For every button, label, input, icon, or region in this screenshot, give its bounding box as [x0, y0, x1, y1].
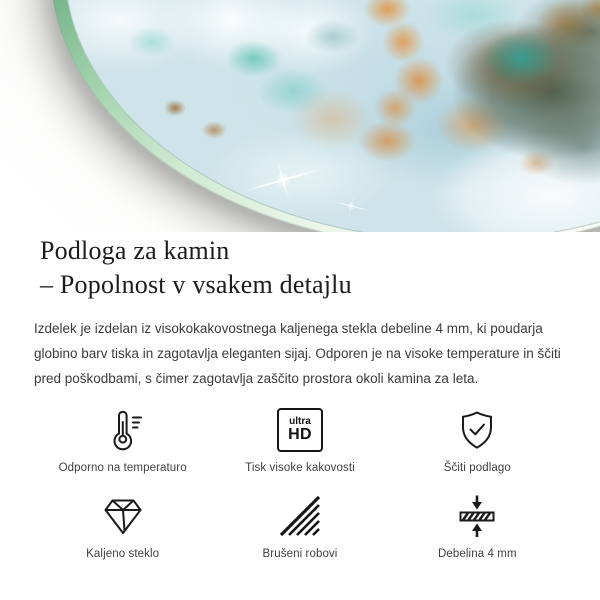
page-title-line2: – Popolnost v vsakem detajlu [40, 270, 352, 299]
diamond-icon [101, 492, 145, 539]
feature-brushed-edges [211, 492, 388, 560]
brushed-edges-icon [278, 492, 322, 539]
feature-label: Brušeni robovi [262, 548, 338, 560]
feature-print-quality [211, 406, 388, 474]
ultra-hd-bottom-text: HD [288, 426, 312, 443]
features-grid [34, 406, 566, 560]
ultra-hd-top-text: ultra [289, 416, 311, 427]
feature-label: Debelina 4 mm [438, 548, 517, 560]
ultra-hd-icon [277, 406, 323, 453]
content-block [0, 232, 600, 560]
feature-label: Odporno na temperaturo [58, 462, 187, 474]
feature-thickness [389, 492, 566, 560]
feature-label: Ščiti podlago [443, 462, 511, 474]
product-description: Izdelek je izdelan iz visokokakovostnega kaljenega stekla debeline 4 mm, ki poudarja globino barv tiska in zagotavlja eleganten sijaj. Odporen je na visoke temperature in ščiti pred poškodbami, s čimer zagotavlja zaščito prostora okoli kamina za leta. [34, 321, 561, 386]
feature-temperature [34, 406, 211, 474]
feature-tempered-glass [34, 492, 211, 560]
feature-protects [389, 406, 566, 474]
page-title-line1: Podloga za kamin [40, 236, 230, 265]
product-photo [0, 0, 600, 232]
feature-label: Kaljeno steklo [86, 548, 160, 560]
thickness-icon [455, 492, 499, 539]
thermometer-icon [101, 406, 145, 453]
feature-label: Tisk visoke kakovosti [245, 462, 355, 474]
shield-check-icon [455, 406, 499, 453]
page-title [34, 234, 566, 302]
marble-glass-surface [64, 0, 600, 232]
